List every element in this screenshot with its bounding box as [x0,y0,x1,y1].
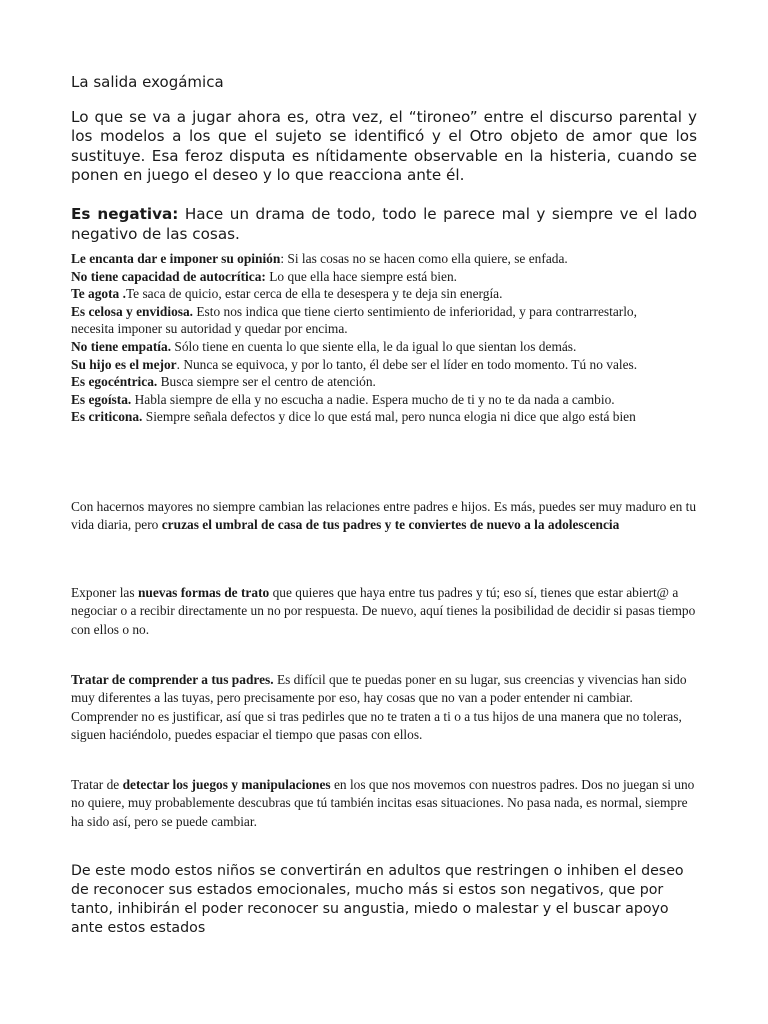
trait-text: Te saca de quicio, estar cerca de ella te desespera y te deja sin energía. [125,286,503,302]
paragraph-emphasis: cruzas el umbral de casa de tus padres y te conviertes de nuevo a la adolescencia [161,517,620,533]
negativa-paragraph [71,205,697,244]
negativa-label: Es negativa: [71,205,179,223]
traits-list [71,250,671,426]
trait-text: : Si las cosas no se hacen como ella quiere, se enfada. [280,251,568,266]
trait-label: Te agota . [71,286,126,302]
trait-text: Siempre señala defectos y dice lo que está mal, pero nunca elogia ni dice que algo está bien [142,409,636,425]
trait-label: Le encanta dar e imponer su opinión [71,251,281,266]
paragraph-text: Con hacernos mayores no siempre cambian las relaciones entre padres e hijos. Es más, puedes ser muy maduro en tu vida diaria, pero [71,499,697,533]
paragraph-juegos [71,776,697,831]
trait-text: Habla siempre de ella y no escucha a nadie. Espera mucho de ti y no te da nada a cambio. [131,391,615,407]
trait-text: Esto nos indica que tiene cierto sentimiento de inferioridad, y para contrarrestarlo, necesita imponer su autoridad y quedar por encima. [71,303,637,337]
paragraph-emphasis: detectar los juegos y manipulaciones [122,777,331,792]
intro-paragraph: Lo que se va a jugar ahora es, otra vez, el “tironeo” entre el discurso parental y los modelos a los que el sujeto se identificó y el Otro objeto de amor que los sustituye. Esa feroz disputa es nítidamente observable en la histeria, cuando se ponen en juego el deseo y lo que reacciona ante él. [71,108,697,185]
trait-item [71,338,671,356]
document-title: La salida exogámica [71,73,224,91]
trait-text: Sólo tiene en cuenta lo que siente ella, le da igual lo que sientan los demás. [171,338,577,354]
trait-label: Es egocéntrica. [71,374,158,390]
trait-item [71,391,671,409]
paragraph-text: que quieres que haya entre tus padres y tú; eso sí, tienes que estar abiert@ a negociar o a recibir directamente un no por respuesta. De nuevo, aquí tienes la posibilidad de decidir si pasas tiempo con ellos o no. [71,585,696,637]
paragraph-text: Tratar de [71,777,123,792]
trait-item [71,250,671,268]
final-paragraph: De este modo estos niños se convertirán en adultos que restringen o inhiben el deseo de reconocer sus estados emocionales, mucho más si estos son negativos, que por tanto, inhibirán el poder reconocer su angustia, miedo o malestar y el buscar apoyo ante estos estados [71,863,684,936]
trait-item [71,303,671,338]
negativa-text: Hace un drama de todo, todo le parece mal y siempre ve el lado negativo de las cosas. [71,205,698,243]
trait-label: Su hijo es el mejor [71,356,177,372]
trait-label: Es criticona. [71,409,143,425]
trait-label: Es celosa y envidiosa. [71,303,194,319]
paragraph-text: Exponer las [71,585,138,600]
trait-text: Lo que ella hace siempre está bien. [265,268,457,284]
trait-item [71,268,671,286]
paragraph-comprender [71,671,697,744]
trait-item [71,356,671,374]
paragraph-emphasis: Tratar de comprender a tus padres. [71,672,274,687]
trait-label: No tiene empatía. [71,338,172,354]
trait-text: . Nunca se equivoca, y por lo tanto, él debe ser el líder en todo momento. Tú no vales. [176,356,638,372]
trait-item [71,408,671,426]
trait-text: Busca siempre ser el centro de atención. [157,374,376,390]
paragraph-relaciones [71,498,697,535]
trait-label: No tiene capacidad de autocrítica: [71,268,266,284]
paragraph-nuevas-formas [71,584,697,639]
paragraph-text: Es difícil que te puedas poner en su lugar, sus creencias y vivencias han sido muy diferentes a las tuyas, pero precisamente por eso, hay cosas que no van a poder entender ni cambiar. Comprender no es justificar, así que si tras pedirles que no te traten a ti o a tus hijos de una manera que no toleras, siguen haciéndolo, puedes espaciar el tiempo que pasas con ellos. [71,672,687,742]
paragraph-text: en los que nos movemos con nuestros padres. Dos no juegan si uno no quiere, muy probablemente descubras que tú también incitas esas situaciones. No pasa nada, es normal, siempre ha sido así, pero se puede cambiar. [71,777,695,829]
paragraph-emphasis: nuevas formas de trato [137,585,270,600]
trait-item [71,285,671,303]
trait-label: Es egoísta. [71,391,132,407]
trait-item [71,373,671,391]
